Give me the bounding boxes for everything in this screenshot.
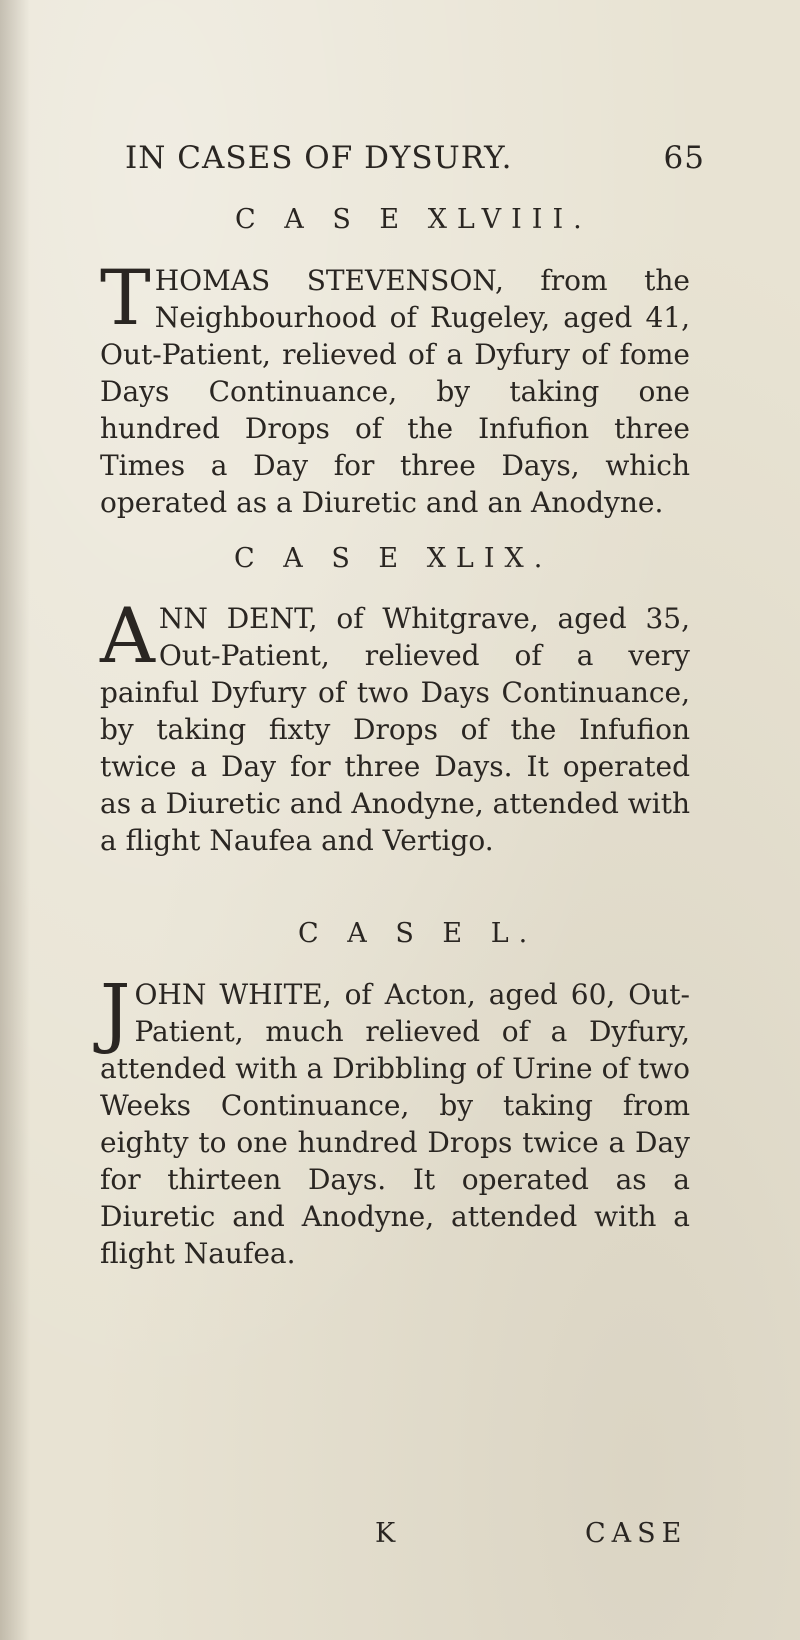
catchword: CASE bbox=[585, 1518, 688, 1549]
page-number: 65 bbox=[663, 140, 705, 176]
case-heading-49: C A S E XLIX. bbox=[234, 543, 553, 574]
spine-shadow bbox=[0, 0, 30, 1640]
running-head-title: IN CASES OF DYSURY. bbox=[125, 140, 513, 176]
running-head bbox=[125, 140, 705, 180]
signature-mark: K bbox=[375, 1518, 402, 1549]
case-body-48: HOMAS STEVENSON, from the Neighbourhood of Rugeley, aged 41, Out-Patient, relieved of a Dyfury of fome Days Continuance, by taking one hundred Drops of the Infufion three Times a Day for three Days, which operated as a Diuretic and an Anodyne. bbox=[100, 264, 690, 519]
dropcap-50: J bbox=[100, 967, 131, 1056]
case-heading-48: C A S E XLVIII. bbox=[235, 204, 592, 235]
case-text-50 bbox=[100, 967, 690, 1272]
case-heading-50: C A S E L. bbox=[298, 918, 538, 949]
dropcap-49: A bbox=[100, 591, 155, 680]
case-body-49: NN DENT, of Whitgrave, aged 35, Out-Patient, relieved of a very painful Dyfury of two Days Continuance, by taking fixty Drops of the Infufion twice a Day for three Days. It operated as a Diuretic and Anodyne, attended with a flight Naufea and Vertigo. bbox=[100, 602, 690, 857]
case-text-48 bbox=[100, 253, 690, 521]
dropcap-48: T bbox=[100, 253, 151, 342]
case-body-50: OHN WHITE, of Acton, aged 60, Out-Patient, much relieved of a Dyfury, attended with a Dribbling of Urine of two Weeks Continuance, by taking from eighty to one hundred Drops twice a Day for thirteen Days. It operated as a Diuretic and Anodyne, attended with a flight Naufea. bbox=[100, 978, 690, 1270]
case-text-49 bbox=[100, 591, 690, 859]
